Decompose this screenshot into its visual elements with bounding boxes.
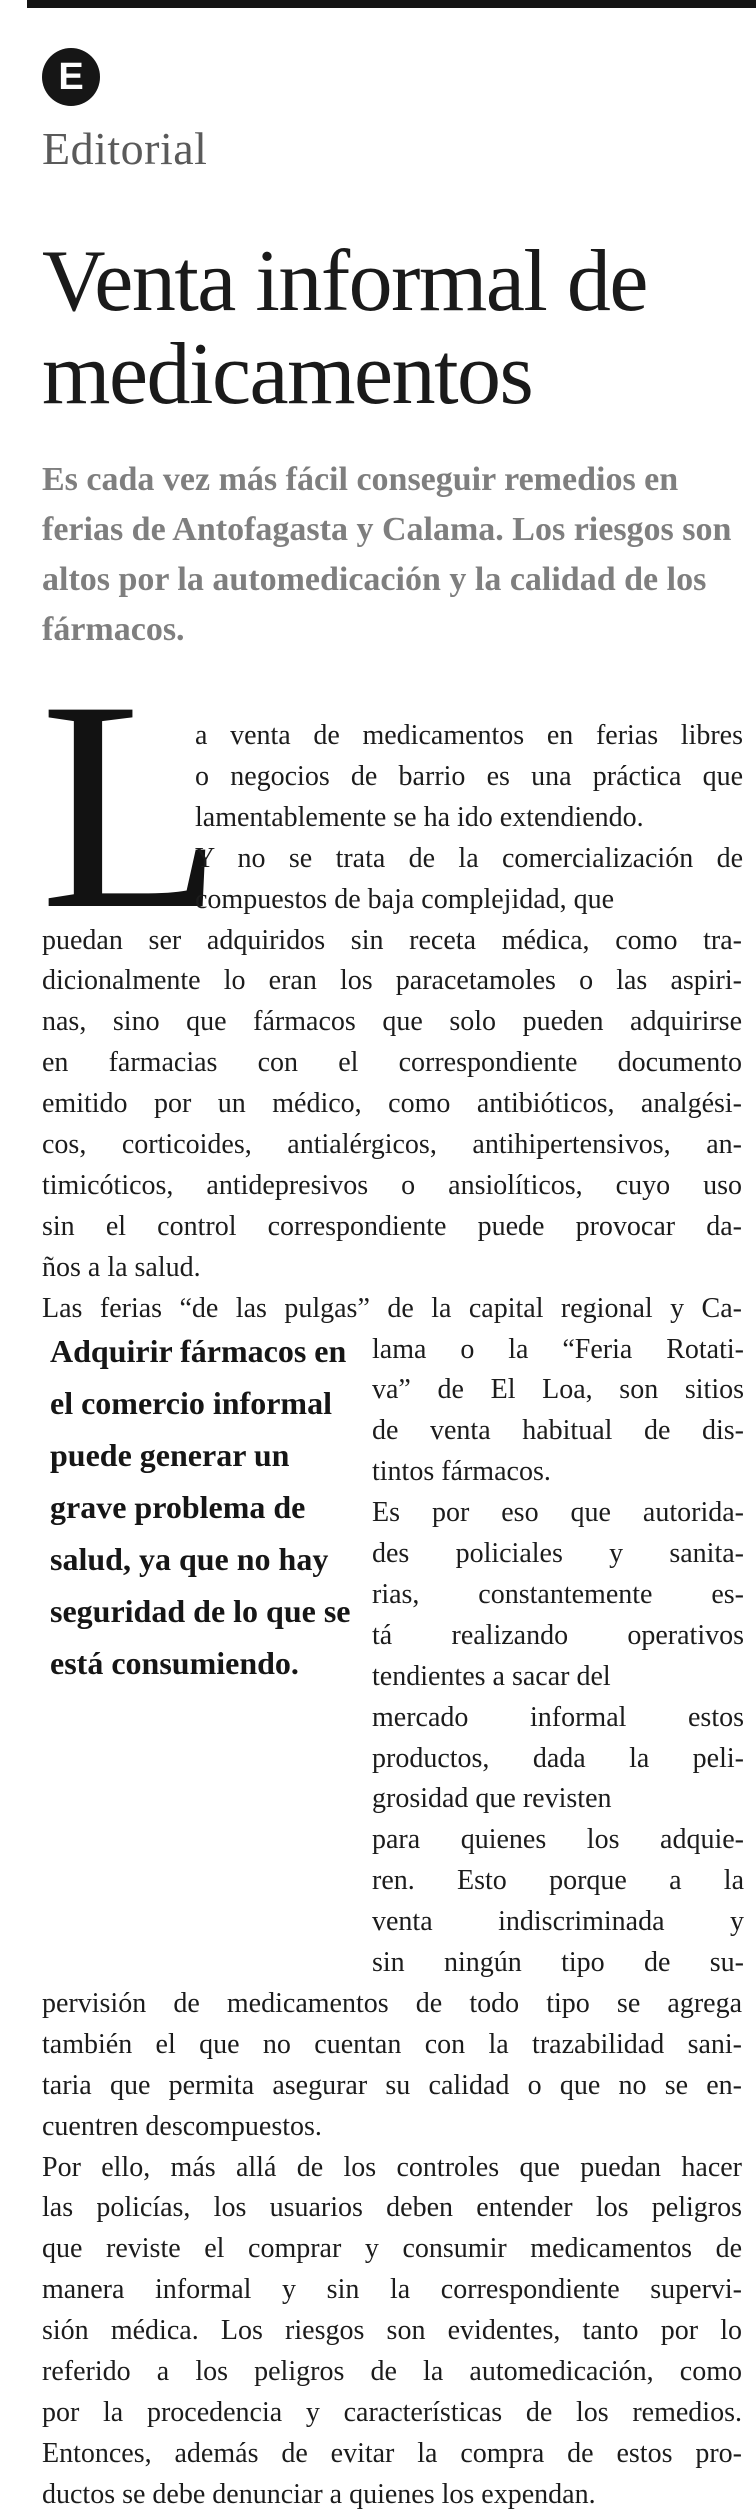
body-line: sión médica. Los riesgos son evidentes, tanto por lo (42, 2315, 742, 2347)
body-line: o negocios de barrio es una práctica que (195, 760, 743, 792)
body-line: Entonces, además de evitar la compra de estos pro- (42, 2437, 742, 2469)
pull-quote: Adquirir fármacos en el comercio informal puede generar un grave problema de salud, ya que no hay seguridad de lo que se está consumiendo. (50, 1333, 351, 1681)
body-line: timicóticos, antidepresivos o ansiolíticos, cuyo uso (42, 1169, 742, 1201)
body-line: también el que no cuentan con la trazabilidad sani- (42, 2028, 742, 2060)
drop-cap: L (40, 639, 224, 971)
body-line: lamentablemente se ha ido extendiendo. (195, 801, 644, 833)
body-line: nas, sino que fármacos que solo pueden adquirirse (42, 1006, 742, 1038)
body-line: productos, dada la peli- (372, 1742, 744, 1774)
body-line: tintos fármacos. (372, 1456, 551, 1488)
body-line: Por ello, más allá de los controles que puedan hacer (42, 2151, 742, 2183)
body-line: de venta habitual de dis- (372, 1415, 744, 1447)
body-line: manera informal y sin la correspondiente supervi- (42, 2274, 742, 2306)
body-line: taria que permita asegurar su calidad o que no se en- (42, 2069, 742, 2101)
body-line: ductos se debe denunciar a quienes los expendan. (42, 2478, 596, 2510)
body-line: puedan ser adquiridos sin receta médica, como tra- (42, 924, 742, 956)
body-line: por la procedencia y características de los remedios. (42, 2396, 742, 2428)
body-line: des policiales y sanita- (372, 1538, 744, 1569)
body-line: rias, constantemente es- (372, 1578, 744, 1610)
body-line: dicionalmente lo eran los paracetamoles o las aspiri- (42, 965, 742, 997)
body-line: Y no se trata de la comercialización de (195, 842, 743, 874)
headline (42, 235, 742, 421)
body-line: emitido por un médico, como antibióticos, analgési- (42, 1088, 742, 1120)
top-rule (27, 0, 756, 8)
body-line: que reviste el comprar y consumir medicamentos de (42, 2233, 742, 2265)
body-line: cos, corticoides, antialérgicos, antihipertensivos, an- (42, 1129, 742, 1160)
body-line: ños a la salud. (42, 1251, 201, 1283)
headline-line-1: Venta informal de (42, 233, 647, 330)
body-line: ren. Esto porque a la (372, 1865, 744, 1897)
body-line: sin el control correspondiente puede provocar da- (42, 1210, 742, 1242)
body-line: pervisión de medicamentos de todo tipo se agrega (42, 1987, 742, 2019)
body-line: compuestos de baja complejidad, que (195, 883, 615, 915)
body-line: tá realizando operativos (372, 1619, 744, 1651)
body-line: en farmacias con el correspondiente documento (42, 1047, 742, 1079)
body-line: a venta de medicamentos en ferias libres (195, 720, 743, 751)
section-label: Editorial (42, 123, 208, 174)
body-line: venta indiscriminada y (372, 1906, 744, 1938)
body-line: lama o la “Feria Rotati- (372, 1333, 744, 1365)
body-line: referido a los peligros de la automedicación, como (42, 2356, 742, 2387)
headline-line-2: medicamentos (42, 326, 533, 423)
body-line: Las ferias “de las pulgas” de la capital regional y Ca- (42, 1292, 742, 1324)
body-line: las policías, los usuarios deben entender los peligros (42, 2192, 742, 2224)
body-line: para quienes los adquie- (372, 1824, 744, 1856)
body-line: sin ningún tipo de su- (372, 1947, 744, 1978)
body-line: mercado informal estos (372, 1701, 744, 1733)
lead-paragraph: Es cada vez más fácil conseguir remedios en ferias de Antofagasta y Calama. Los riesgos son altos por la automedicación y la calidad de los fármacos. (42, 461, 732, 648)
body-line: grosidad que revisten (372, 1783, 612, 1815)
body-line: cuentren descompuestos. (42, 2110, 322, 2142)
body-line: tendientes a sacar del (372, 1660, 611, 1692)
section-badge: E (42, 48, 100, 106)
body-line: Es por eso que autorida- (372, 1497, 744, 1529)
body-line: va” de El Loa, son sitios (372, 1374, 744, 1406)
